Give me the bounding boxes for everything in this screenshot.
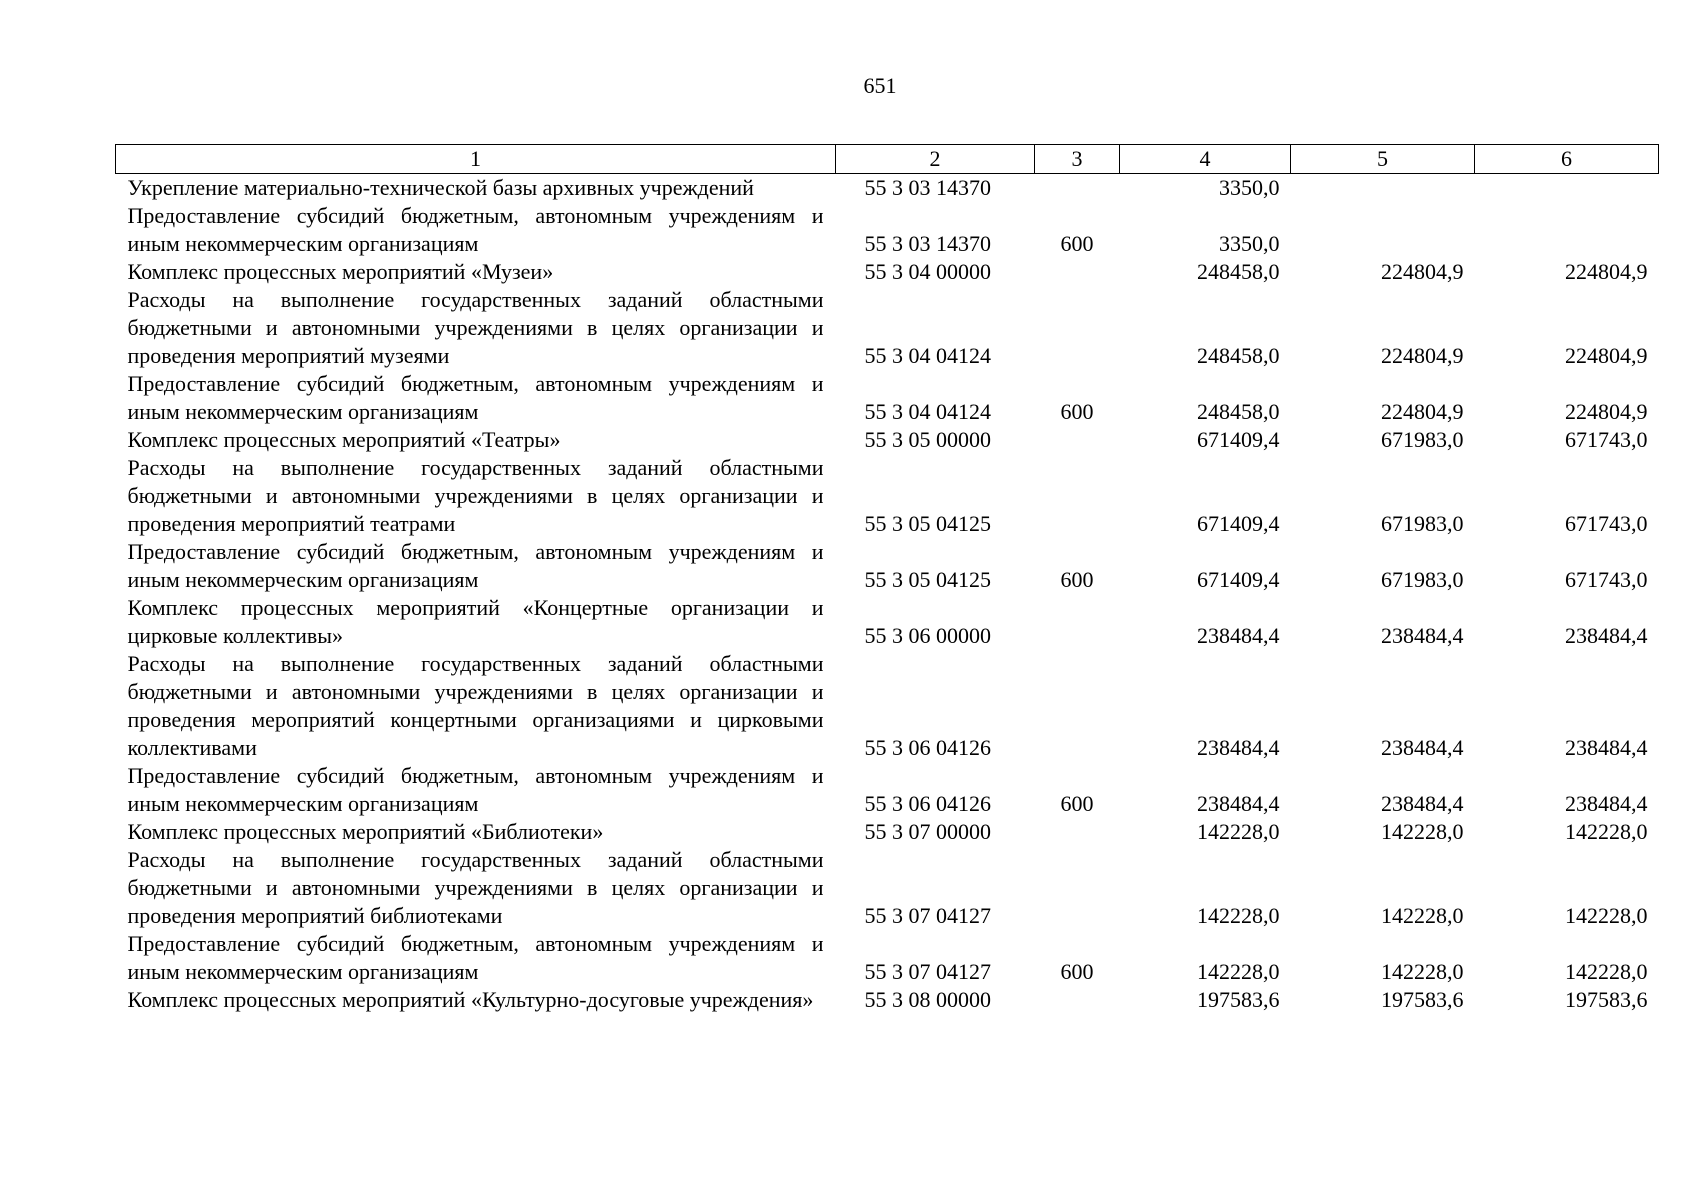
row-value-col6-cell-text: 142228,0 <box>1565 903 1648 928</box>
row-value-col5-cell-text: 224804,9 <box>1381 259 1464 284</box>
row-name-cell <box>116 426 836 454</box>
table-row <box>116 762 1659 818</box>
row-code-cell <box>836 594 1035 650</box>
row-value-col6-cell-text: 142228,0 <box>1565 959 1648 984</box>
row-value-col5-cell <box>1291 286 1475 370</box>
row-value-col6-cell <box>1475 650 1659 762</box>
row-type-cell-text: 600 <box>1060 399 1094 424</box>
row-code-cell-text: 55 3 04 04124 <box>864 343 991 368</box>
row-name-cell <box>116 986 836 1014</box>
header-col-3: 3 <box>1035 145 1120 174</box>
row-value-col4-cell <box>1120 650 1291 762</box>
row-value-col5-cell <box>1291 986 1475 1014</box>
row-value-col6-cell-text: 238484,4 <box>1565 791 1648 816</box>
row-value-col6-cell <box>1475 370 1659 426</box>
row-code-cell-text: 55 3 07 04127 <box>864 903 991 928</box>
row-value-col5-cell <box>1291 426 1475 454</box>
row-type-cell-text: 600 <box>1060 567 1094 592</box>
row-value-col5-cell-text: 142228,0 <box>1381 959 1464 984</box>
row-code-cell <box>836 538 1035 594</box>
row-name-cell <box>116 846 836 930</box>
row-type-cell <box>1035 258 1120 286</box>
row-value-col6-cell-text: 224804,9 <box>1565 259 1648 284</box>
row-code-cell <box>836 454 1035 538</box>
row-value-col5-cell-text: 224804,9 <box>1381 399 1464 424</box>
row-value-col4-cell <box>1120 370 1291 426</box>
table-row <box>116 930 1659 986</box>
row-type-cell <box>1035 286 1120 370</box>
row-value-col5-cell <box>1291 650 1475 762</box>
row-code-cell-text: 55 3 04 00000 <box>864 259 991 284</box>
row-name-cell-text: Комплекс процессных мероприятий «Библиотеки» <box>127 819 604 844</box>
row-code-cell-text: 55 3 06 00000 <box>864 623 991 648</box>
row-value-col4-cell-text: 248458,0 <box>1197 399 1280 424</box>
table-row <box>116 174 1659 203</box>
header-col-4: 4 <box>1120 145 1291 174</box>
row-value-col6-cell <box>1475 426 1659 454</box>
row-name-cell <box>116 174 836 203</box>
page-number: 651 <box>863 73 897 98</box>
row-code-cell <box>836 174 1035 203</box>
row-value-col4-cell <box>1120 930 1291 986</box>
row-code-cell <box>836 202 1035 258</box>
row-value-col6-cell-text: 238484,4 <box>1565 735 1648 760</box>
row-value-col5-cell-text: 142228,0 <box>1381 903 1464 928</box>
row-value-col5-cell <box>1291 174 1475 203</box>
row-value-col4-cell-text: 671409,4 <box>1197 567 1280 592</box>
row-code-cell <box>836 426 1035 454</box>
row-value-col6-cell <box>1475 986 1659 1014</box>
row-code-cell <box>836 846 1035 930</box>
row-code-cell <box>836 930 1035 986</box>
table-body <box>116 174 1659 1015</box>
row-code-cell-text: 55 3 04 04124 <box>864 399 991 424</box>
row-value-col5-cell <box>1291 258 1475 286</box>
row-value-col4-cell-text: 671409,4 <box>1197 427 1280 452</box>
row-code-cell-text: 55 3 07 00000 <box>864 819 991 844</box>
row-name-cell <box>116 930 836 986</box>
row-name-cell <box>116 762 836 818</box>
row-name-cell <box>116 258 836 286</box>
row-value-col4-cell <box>1120 454 1291 538</box>
row-value-col6-cell-text: 142228,0 <box>1565 819 1648 844</box>
row-value-col5-cell-text: 224804,9 <box>1381 343 1464 368</box>
row-name-cell-text: Расходы на выполнение государственных заданий областными бюджетными и автономными учреждениями в целях организации и проведения мероприятий театрами <box>127 455 824 536</box>
row-value-col6-cell-text: 224804,9 <box>1565 399 1648 424</box>
row-name-cell <box>116 454 836 538</box>
row-type-cell <box>1035 650 1120 762</box>
row-name-cell-text: Комплекс процессных мероприятий «Музеи» <box>127 259 554 284</box>
row-value-col4-cell-text: 3350,0 <box>1219 175 1280 200</box>
row-code-cell-text: 55 3 08 00000 <box>864 987 991 1012</box>
row-type-cell <box>1035 986 1120 1014</box>
row-value-col5-cell-text: 671983,0 <box>1381 567 1464 592</box>
table-row <box>116 202 1659 258</box>
row-value-col4-cell-text: 142228,0 <box>1197 903 1280 928</box>
row-value-col6-cell <box>1475 762 1659 818</box>
row-value-col5-cell <box>1291 202 1475 258</box>
row-code-cell <box>836 818 1035 846</box>
row-value-col4-cell <box>1120 202 1291 258</box>
table-row <box>116 286 1659 370</box>
row-code-cell <box>836 370 1035 426</box>
row-name-cell-text: Предоставление субсидий бюджетным, автономным учреждениям и иным некоммерческим организациям <box>127 763 824 816</box>
row-value-col5-cell <box>1291 538 1475 594</box>
row-value-col4-cell <box>1120 762 1291 818</box>
row-value-col4-cell-text: 3350,0 <box>1219 231 1280 256</box>
row-code-cell-text: 55 3 06 04126 <box>864 791 991 816</box>
row-type-cell-text: 600 <box>1060 791 1094 816</box>
row-code-cell-text: 55 3 06 04126 <box>864 735 991 760</box>
row-name-cell <box>116 286 836 370</box>
row-name-cell <box>116 650 836 762</box>
table-row <box>116 594 1659 650</box>
table-row <box>116 538 1659 594</box>
row-value-col4-cell-text: 142228,0 <box>1197 819 1280 844</box>
row-value-col4-cell-text: 238484,4 <box>1197 623 1280 648</box>
row-type-cell <box>1035 930 1120 986</box>
row-type-cell <box>1035 594 1120 650</box>
row-code-cell-text: 55 3 07 04127 <box>864 959 991 984</box>
row-type-cell <box>1035 370 1120 426</box>
row-value-col5-cell-text: 671983,0 <box>1381 511 1464 536</box>
row-name-cell <box>116 370 836 426</box>
table-row <box>116 258 1659 286</box>
row-name-cell-text: Расходы на выполнение государственных заданий областными бюджетными и автономными учреждениями в целях организации и проведения мероприятий библиотеками <box>127 847 824 928</box>
row-name-cell-text: Комплекс процессных мероприятий «Концертные организации и цирковые коллективы» <box>127 595 824 648</box>
row-type-cell <box>1035 538 1120 594</box>
row-value-col6-cell-text: 671743,0 <box>1565 567 1648 592</box>
header-col-5: 5 <box>1291 145 1475 174</box>
row-value-col6-cell <box>1475 454 1659 538</box>
row-value-col6-cell <box>1475 818 1659 846</box>
row-value-col5-cell <box>1291 454 1475 538</box>
row-type-cell <box>1035 846 1120 930</box>
table-row <box>116 846 1659 930</box>
row-value-col4-cell-text: 238484,4 <box>1197 735 1280 760</box>
table-header <box>116 145 1659 174</box>
row-value-col4-cell-text: 248458,0 <box>1197 259 1280 284</box>
row-type-cell <box>1035 174 1120 203</box>
row-name-cell-text: Расходы на выполнение государственных заданий областными бюджетными и автономными учреждениями в целях организации и проведения мероприятий концертными организациями и цирковыми коллективами <box>127 651 824 760</box>
row-code-cell-text: 55 3 05 04125 <box>864 567 991 592</box>
row-value-col4-cell <box>1120 426 1291 454</box>
row-type-cell <box>1035 426 1120 454</box>
row-value-col5-cell-text: 238484,4 <box>1381 623 1464 648</box>
row-name-cell-text: Укрепление материально-технической базы архивных учреждений <box>127 175 754 200</box>
row-code-cell <box>836 650 1035 762</box>
row-type-cell <box>1035 762 1120 818</box>
row-value-col4-cell-text: 671409,4 <box>1197 511 1280 536</box>
row-name-cell-text: Комплекс процессных мероприятий «Театры» <box>127 427 561 452</box>
row-value-col6-cell <box>1475 594 1659 650</box>
row-value-col4-cell <box>1120 258 1291 286</box>
row-value-col5-cell-text: 671983,0 <box>1381 427 1464 452</box>
row-value-col5-cell <box>1291 370 1475 426</box>
row-type-cell-text: 600 <box>1060 231 1094 256</box>
row-value-col5-cell <box>1291 846 1475 930</box>
table-row <box>116 454 1659 538</box>
row-value-col5-cell-text: 197583,6 <box>1381 987 1464 1012</box>
header-col-1: 1 <box>116 145 836 174</box>
row-value-col5-cell-text: 142228,0 <box>1381 819 1464 844</box>
row-name-cell <box>116 594 836 650</box>
row-value-col4-cell <box>1120 818 1291 846</box>
row-value-col4-cell-text: 142228,0 <box>1197 959 1280 984</box>
row-value-col6-cell-text: 197583,6 <box>1565 987 1648 1012</box>
row-value-col6-cell <box>1475 258 1659 286</box>
row-name-cell <box>116 202 836 258</box>
table-row <box>116 818 1659 846</box>
row-value-col6-cell-text: 224804,9 <box>1565 343 1648 368</box>
row-value-col6-cell <box>1475 202 1659 258</box>
table-row <box>116 650 1659 762</box>
row-value-col5-cell <box>1291 594 1475 650</box>
row-code-cell-text: 55 3 03 14370 <box>864 175 991 200</box>
row-code-cell <box>836 258 1035 286</box>
row-value-col4-cell <box>1120 538 1291 594</box>
budget-table <box>115 144 1659 1014</box>
row-name-cell <box>116 538 836 594</box>
row-value-col4-cell-text: 197583,6 <box>1197 987 1280 1012</box>
row-value-col4-cell <box>1120 594 1291 650</box>
row-value-col6-cell-text: 671743,0 <box>1565 427 1648 452</box>
row-type-cell <box>1035 454 1120 538</box>
row-value-col6-cell <box>1475 174 1659 203</box>
table-row <box>116 986 1659 1014</box>
row-value-col5-cell <box>1291 762 1475 818</box>
row-value-col4-cell-text: 238484,4 <box>1197 791 1280 816</box>
row-value-col5-cell <box>1291 930 1475 986</box>
row-name-cell-text: Предоставление субсидий бюджетным, автономным учреждениям и иным некоммерческим организациям <box>127 371 824 424</box>
row-value-col6-cell <box>1475 538 1659 594</box>
row-value-col5-cell <box>1291 818 1475 846</box>
row-name-cell-text: Предоставление субсидий бюджетным, автономным учреждениям и иным некоммерческим организациям <box>127 203 824 256</box>
row-value-col6-cell <box>1475 930 1659 986</box>
row-code-cell <box>836 986 1035 1014</box>
row-value-col6-cell <box>1475 286 1659 370</box>
table-row <box>116 370 1659 426</box>
row-code-cell <box>836 762 1035 818</box>
row-value-col6-cell-text: 238484,4 <box>1565 623 1648 648</box>
row-value-col4-cell-text: 248458,0 <box>1197 343 1280 368</box>
row-type-cell <box>1035 202 1120 258</box>
row-value-col5-cell-text: 238484,4 <box>1381 735 1464 760</box>
row-value-col4-cell <box>1120 286 1291 370</box>
row-code-cell-text: 55 3 05 00000 <box>864 427 991 452</box>
row-name-cell-text: Предоставление субсидий бюджетным, автономным учреждениям и иным некоммерческим организациям <box>127 539 824 592</box>
header-row <box>116 145 1659 174</box>
row-name-cell-text: Расходы на выполнение государственных заданий областными бюджетными и автономными учреждениями в целях организации и проведения мероприятий музеями <box>127 287 824 368</box>
row-code-cell-text: 55 3 03 14370 <box>864 231 991 256</box>
row-value-col6-cell <box>1475 846 1659 930</box>
row-value-col5-cell-text: 238484,4 <box>1381 791 1464 816</box>
row-type-cell-text: 600 <box>1060 959 1094 984</box>
row-type-cell <box>1035 818 1120 846</box>
row-name-cell-text: Комплекс процессных мероприятий «Культурно-досуговые учреждения» <box>127 987 814 1012</box>
header-col-2: 2 <box>836 145 1035 174</box>
row-name-cell <box>116 818 836 846</box>
row-value-col6-cell-text: 671743,0 <box>1565 511 1648 536</box>
row-value-col4-cell <box>1120 846 1291 930</box>
table-row <box>116 426 1659 454</box>
header-col-6: 6 <box>1475 145 1659 174</box>
row-value-col4-cell <box>1120 986 1291 1014</box>
row-code-cell-text: 55 3 05 04125 <box>864 511 991 536</box>
row-name-cell-text: Предоставление субсидий бюджетным, автономным учреждениям и иным некоммерческим организациям <box>127 931 824 984</box>
row-value-col4-cell <box>1120 174 1291 203</box>
row-code-cell <box>836 286 1035 370</box>
